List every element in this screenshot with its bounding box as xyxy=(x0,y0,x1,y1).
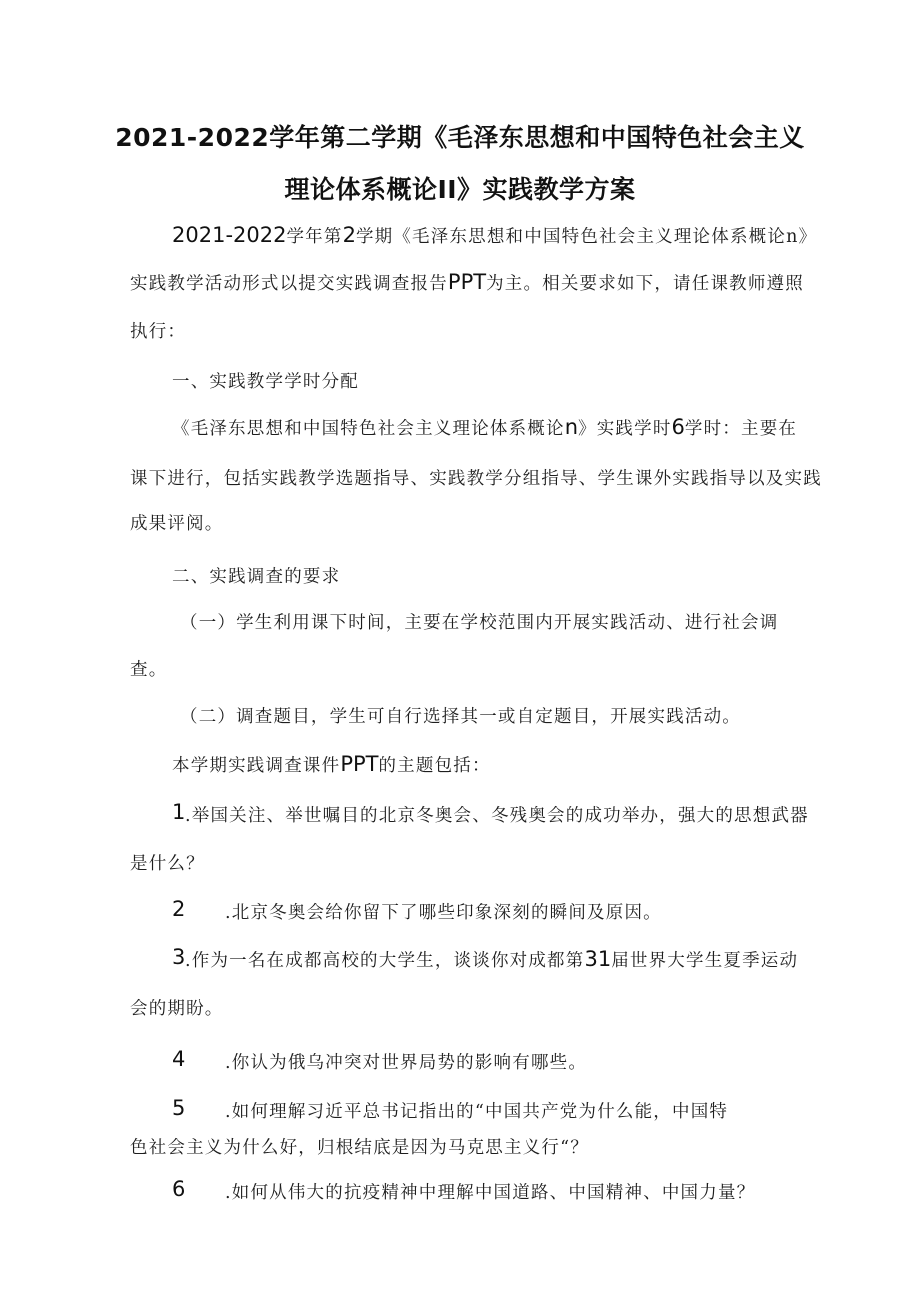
doc-title-line2: 理论体系概论II》实践教学方案 xyxy=(284,175,636,204)
section1-heading: 一、实践教学学时分配 xyxy=(172,372,359,392)
topics-intro: 本学期实践调查课件PPT的主题包括： xyxy=(172,752,491,776)
topic-3-line1: .作为一名在成都高校的大学生，谈谈你对成都第31届世界大学生夏季运动 xyxy=(185,947,799,971)
section2-heading: 二、实践调查的要求 xyxy=(172,567,341,587)
topic-1-line2: 是什么？ xyxy=(130,854,205,874)
section2-item1-line1: （一）学生利用课下时间，主要在学校范围内开展实践活动、进行社会调 xyxy=(180,613,779,633)
topic-4-number: 4 xyxy=(172,1047,186,1071)
section1-para-line1: 《毛泽东思想和中国特色社会主义理论体系概论n》实践学时6学时：主要在 xyxy=(172,415,798,439)
topic-6-number: 6 xyxy=(172,1177,186,1201)
topic-6-line1: .如何从伟大的抗疫精神中理解中国道路、中国精神、中国力量？ xyxy=(225,1183,756,1203)
topic-1-number: 1 xyxy=(172,800,186,824)
topic-1-line1: .举国关注、举世嘱目的北京冬奥会、冬残奥会的成功举办，强大的思想武器 xyxy=(185,806,809,826)
topic-5-line2: 色社会主义为什么好，归根结底是因为马克思主义行“？ xyxy=(130,1138,589,1158)
topic-2-line1: .北京冬奥会给你留下了哪些印象深刻的瞬间及原因。 xyxy=(225,903,662,923)
section2-item2: （二）调查题目，学生可自行选择其一或自定题目，开展实践活动。 xyxy=(180,707,741,727)
intro-line3: 执行： xyxy=(130,322,187,342)
topic-5-line1: .如何理解习近平总书记指出的“中国共产党为什么能，中国特 xyxy=(225,1102,729,1122)
topic-3-number: 3 xyxy=(172,945,186,969)
topic-4-line1: .你认为俄乌冲突对世界局势的影响有哪些。 xyxy=(225,1053,588,1073)
section2-item1-line2: 查。 xyxy=(130,660,168,680)
intro-line2: 实践教学活动形式以提交实践调查报告PPT为主。相关要求如下，请任课教师遵照 xyxy=(130,270,804,294)
intro-line1: 2021-2022学年第2学期《毛泽东思想和中国特色社会主义理论体系概论n》 xyxy=(172,223,818,247)
topic-5-number: 5 xyxy=(172,1096,186,1120)
section1-para-line3: 成果评阅。 xyxy=(130,514,224,534)
section1-para-line2: 课下进行，包括实践教学选题指导、实践教学分组指导、学生课外实践指导以及实践 xyxy=(130,469,822,489)
doc-title-line1: 2021-2022学年第二学期《毛泽东思想和中国特色社会主义 xyxy=(115,123,805,152)
topic-2-number: 2 xyxy=(172,897,186,921)
topic-3-line2: 会的期盼。 xyxy=(130,999,224,1019)
intro-year: 2021-2022 xyxy=(172,223,287,247)
